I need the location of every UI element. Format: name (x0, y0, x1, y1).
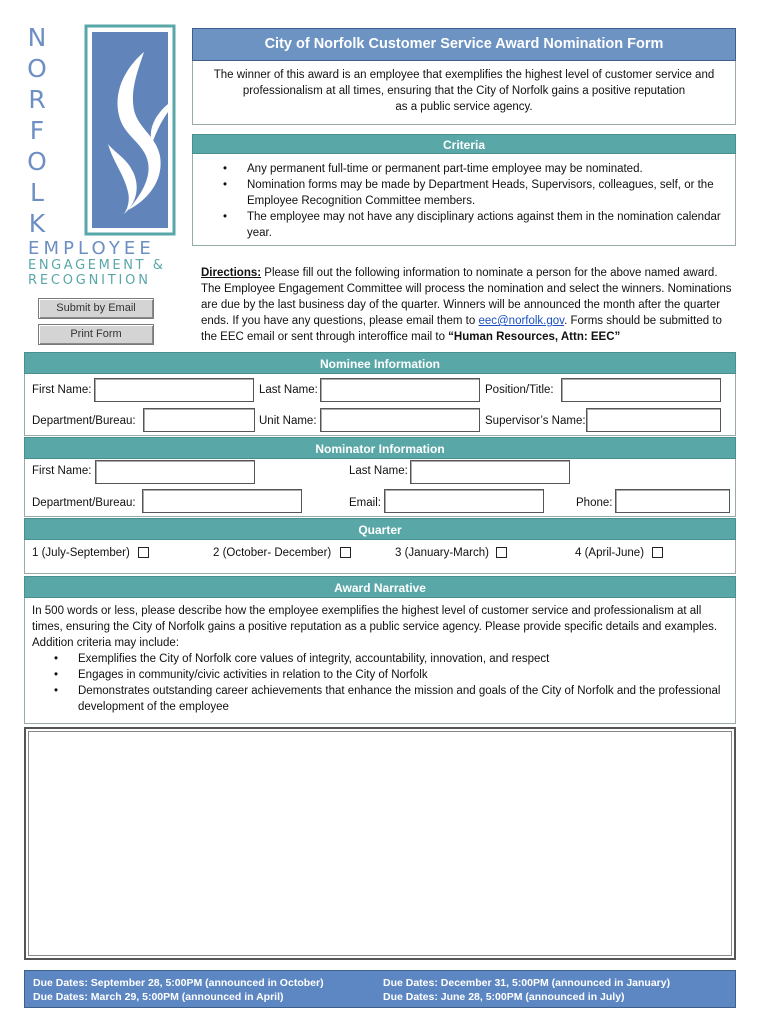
narrative-criteria-item: • Engages in community/civic activities in relation to the City of Norfolk (54, 667, 728, 683)
narrative-criteria-item: • Demonstrates outstanding career achievements that enhance the mission and goals of the City of Norfolk and the professional development of the employee (54, 683, 728, 715)
quarter-3-checkbox[interactable] (496, 547, 507, 558)
directions-body: Please fill out the following information to nominate a person for the above named award. The Employee Engagement Committee will process the nomination and select the winners. Nominations are due by the last business day of the quarter. Winners will be announced the month after the quarter ends. If you have any questions, please email them to (201, 267, 732, 327)
logo-letter: O (27, 54, 47, 83)
quarter-heading: Quarter (24, 518, 736, 540)
logo-letter: K (28, 209, 46, 238)
due-date: Due Dates: December 31, 5:00PM (announced in January) (383, 977, 671, 989)
nominee-heading: Nominee Information (24, 352, 736, 374)
nominator-department-input[interactable] (142, 489, 302, 513)
intro-line: as a public service agency. (395, 101, 533, 113)
logo-letter: O (27, 147, 47, 176)
intro-line: The winner of this award is an employee that exemplifies the highest level of customer service and (213, 69, 715, 81)
form-title: City of Norfolk Customer Service Award Nomination Form (192, 28, 736, 61)
quarter-4-label: 4 (April-June) (575, 547, 645, 559)
nominee-position-label: Position/Title: (485, 384, 554, 396)
logo-engagement-text: ENGAGEMENT & (28, 258, 166, 273)
quarter-1-label: 1 (July-September) (32, 547, 130, 559)
logo-norfolk-letters (24, 22, 50, 239)
nominator-last-name-label: Last Name: (349, 465, 408, 477)
criteria-box (192, 154, 736, 246)
submit-by-email-button[interactable]: Submit by Email (38, 298, 154, 319)
nominator-email-input[interactable] (384, 489, 544, 513)
nominee-supervisor-input[interactable] (586, 408, 721, 432)
nominee-supervisor-label: Supervisor’s Name: (485, 415, 586, 427)
nominator-department-label: Department/Bureau: (32, 497, 136, 509)
directions-text (201, 265, 733, 345)
due-date: Due Dates: June 28, 5:00PM (announced in July) (383, 991, 625, 1003)
due-dates-right (383, 976, 670, 1004)
quarter-3-label: 3 (January-March) (395, 547, 489, 559)
nominee-department-input[interactable] (143, 408, 255, 432)
nominee-position-input[interactable] (561, 378, 721, 402)
nominator-last-name-input[interactable] (410, 460, 570, 484)
criteria-item: • Nomination forms may be made by Department Heads, Supervisors, colleagues, self, or the Employee Recognition Committee members. (223, 177, 721, 209)
logo-employee-text: EMPLOYEE (28, 238, 155, 259)
directions-label: Directions: (201, 267, 262, 279)
narrative-intro: In 500 words or less, please describe how the employee exemplifies the highest level of customer service and professionalism at all times, ensuring the City of Norfolk gains a positive reputation as a public service agency. Please provide specific details and examples. Addition criteria may include: (32, 605, 718, 649)
nominator-first-name-input[interactable] (95, 460, 255, 484)
nominee-last-name-label: Last Name: (259, 384, 318, 396)
logo-letter: L (30, 178, 44, 207)
nominee-first-name-label: First Name: (32, 384, 92, 396)
nominator-heading: Nominator Information (24, 437, 736, 459)
nominee-department-label: Department/Bureau: (32, 415, 136, 427)
nominator-phone-input[interactable] (615, 489, 730, 513)
narrative-instructions (32, 603, 728, 715)
email-link[interactable]: eec@norfolk.gov (478, 315, 565, 327)
due-dates-left (33, 976, 324, 1004)
nominator-phone-label: Phone: (576, 497, 613, 509)
logo-letter: R (28, 85, 46, 114)
nominee-unit-input[interactable] (320, 408, 480, 432)
quarter-2-label: 2 (October- December) (213, 547, 332, 559)
due-dates-footer (24, 970, 736, 1008)
quarter-4-checkbox[interactable] (652, 547, 663, 558)
nominee-first-name-input[interactable] (94, 378, 254, 402)
nominee-unit-label: Unit Name: (259, 415, 317, 427)
due-date: Due Dates: September 28, 5:00PM (announced in October) (33, 977, 324, 989)
mail-to-text: “Human Resources, Attn: EEC” (448, 331, 621, 343)
narrative-textarea[interactable] (24, 727, 736, 960)
nominator-first-name-label: First Name: (32, 465, 92, 477)
narrative-criteria-list (54, 651, 728, 715)
criteria-list (223, 161, 721, 241)
criteria-heading: Criteria (192, 134, 736, 154)
due-date: Due Dates: March 29, 5:00PM (announced in April) (33, 991, 284, 1003)
nominee-last-name-input[interactable] (320, 378, 480, 402)
quarter-2-checkbox[interactable] (340, 547, 351, 558)
quarter-1-checkbox[interactable] (138, 547, 149, 558)
criteria-item: • Any permanent full-time or permanent part-time employee may be nominated. (223, 161, 721, 177)
print-form-button[interactable]: Print Form (38, 324, 154, 345)
intro-line: professionalism at all times, ensuring that the City of Norfolk gains a positive reputation (242, 85, 686, 97)
logo-emblem-icon (84, 24, 176, 236)
logo-recognition-text: RECOGNITION (28, 273, 151, 288)
narrative-heading: Award Narrative (24, 576, 736, 598)
narrative-criteria-item: • Exemplifies the City of Norfolk core values of integrity, accountability, innovation, and respect (54, 651, 728, 667)
logo-letter: N (27, 23, 47, 52)
nominator-email-label: Email: (349, 497, 381, 509)
logo-letter: F (29, 116, 45, 145)
criteria-item: • The employee may not have any disciplinary actions against them in the nomination calendar year. (223, 209, 721, 241)
intro-box (192, 61, 736, 125)
directions-body-2: . Forms should be submitted to the EEC email or sent through interoffice mail to (201, 315, 722, 343)
